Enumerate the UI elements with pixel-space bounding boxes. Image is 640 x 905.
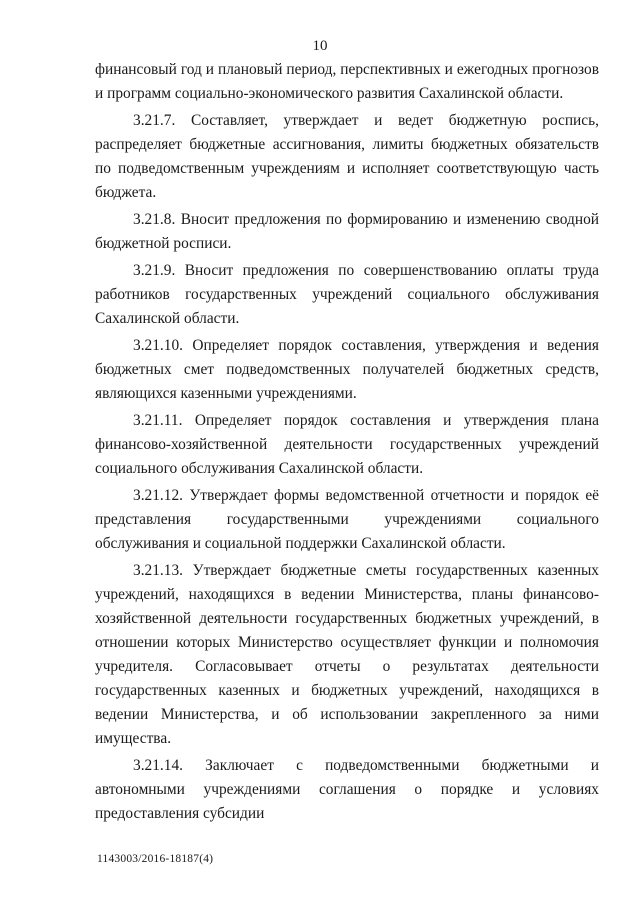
paragraph-3-21-11: 3.21.11. Определяет порядок составления и утверждения плана финансово-хозяйственной деятельности государственных учреждений социального обслуживания Сахалинской области. xyxy=(95,412,599,477)
document-code: 1143003/2016-18187(4) xyxy=(97,853,214,865)
paragraph-3-21-14: 3.21.14. Заключает с подведомственными бюджетными и автономными учреждениями соглашения о порядке и условиях предоставления субсидии xyxy=(95,757,599,822)
paragraph-3-21-9: 3.21.9. Вносит предложения по совершенствованию оплаты труда работников государственных учреждений социального обслуживания Сахалинской области. xyxy=(95,262,599,327)
paragraph-3-21-12: 3.21.12. Утверждает формы ведомственной отчетности и порядок её представления государственными учреждениями социального обслуживания и социальной поддержки Сахалинской области. xyxy=(95,487,599,552)
paragraph-3-21-8: 3.21.8. Вносит предложения по формированию и изменению сводной бюджетной росписи. xyxy=(95,211,599,252)
paragraph-continuation: финансовый год и плановый период, перспективных и ежегодных прогнозов и программ социально-экономического развития Сахалинской области. xyxy=(95,61,599,102)
paragraph-3-21-10: 3.21.10. Определяет порядок составления, утверждения и ведения бюджетных смет подведомственных получателей бюджетных средств, являющихся казенными учреждениями. xyxy=(95,337,599,402)
paragraph-3-21-7: 3.21.7. Составляет, утверждает и ведет бюджетную роспись, распределяет бюджетные ассигнования, лимиты бюджетных обязательств по подведомственным учреждениям и исполняет соответствующую часть бюджета. xyxy=(95,112,599,201)
page-number: 10 xyxy=(312,38,328,54)
document-body xyxy=(95,58,599,829)
paragraph-3-21-13: 3.21.13. Утверждает бюджетные сметы государственных казенных учреждений, находящихся в ведении Министерства, планы финансово-хозяйственной деятельности государственных бюджетных учреждений, в отношении которых Министерство осуществляет функции и полномочия учредителя. Согласовывает отчеты о результатах деятельности государственных казенных и бюджетных учреждений, находящихся в ведении Министерства, и об использовании закрепленного за ними имущества. xyxy=(95,562,599,747)
